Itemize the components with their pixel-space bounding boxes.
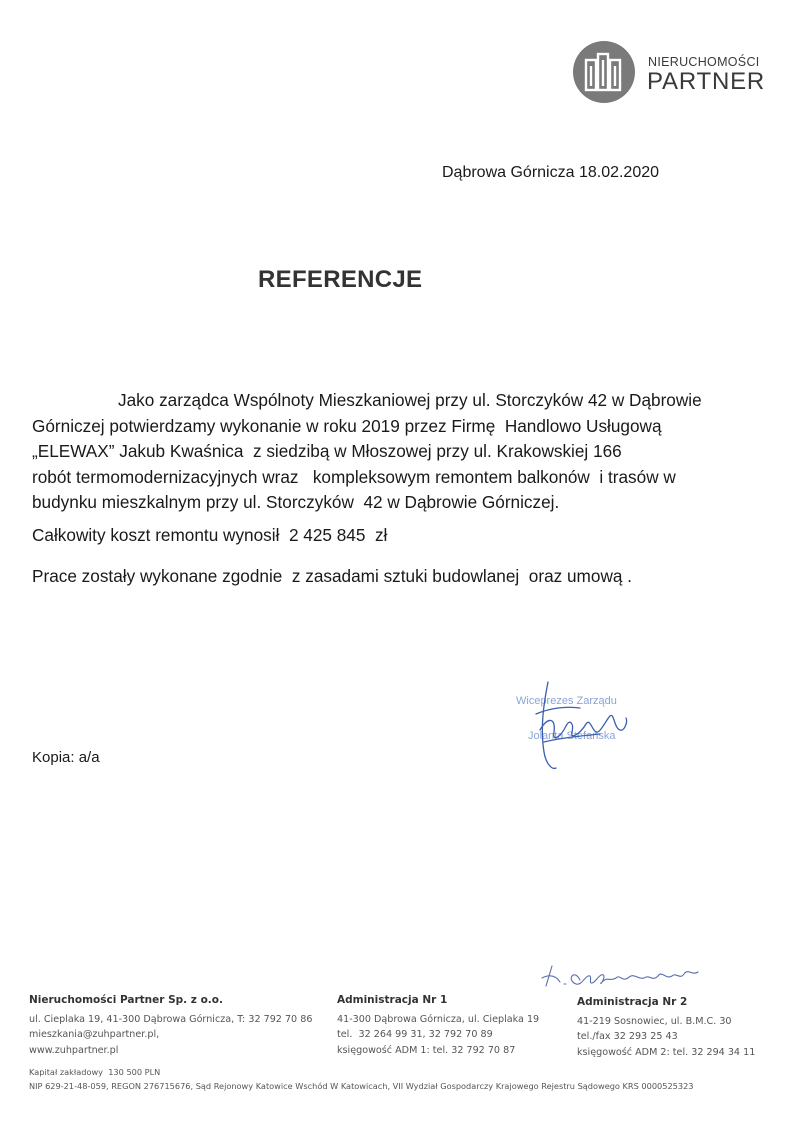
- stamp-text-title: Wiceprezes Zarządu: [516, 695, 617, 707]
- footer-registration: NIP 629-21-48-059, REGON 276715676, Sąd Rejonowy Katowice Wschód W Katowicach, VII Wydział Gospodarczy Krajowego Rejestru Sądowego KRS 0000525323: [29, 1081, 694, 1091]
- footer-adm2-address: 41-219 Sosnowiec, ul. B.M.C. 30: [577, 1015, 732, 1027]
- document-title: REFERENCJE: [258, 266, 423, 293]
- body-line: budynku mieszkalnym przy ul. Storczyków 42 w Dąbrowie Górniczej.: [32, 492, 560, 512]
- handwritten-signature: [500, 672, 660, 772]
- logo-text-top: NIERUCHOMOŚCI: [648, 55, 760, 69]
- body-line: Jako zarządca Wspólnoty Mieszkaniowej przy ul. Storczyków 42 w Dąbrowie: [118, 390, 702, 410]
- footer-adm1-heading: Administracja Nr 1: [337, 994, 448, 1006]
- footer-company-website: www.zuhpartner.pl: [29, 1044, 119, 1056]
- cost-line: Całkowity koszt remontu wynosił 2 425 845 zł: [32, 525, 388, 545]
- document-date: Dąbrowa Górnicza 18.02.2020: [442, 164, 660, 181]
- body-line: robót termomodernizacyjnych wraz kompleksowym remontem balkonów i trasów w: [32, 466, 676, 487]
- footer-capital: Kapitał zakładowy 130 500 PLN: [29, 1067, 161, 1077]
- copy-note: Kopia: a/a: [32, 749, 100, 766]
- logo-text-bottom: PARTNER: [647, 68, 766, 95]
- works-line: Prace zostały wykonane zgodnie z zasadami sztuki budowlanej oraz umową .: [32, 566, 632, 586]
- footer-company-name: Nieruchomości Partner Sp. z o.o.: [29, 994, 223, 1006]
- footer-signature: [538, 960, 708, 994]
- logo-mark: [572, 40, 636, 104]
- footer-adm2-accounting: księgowość ADM 2: tel. 32 294 34 11: [577, 1046, 756, 1058]
- footer-adm1-accounting: księgowość ADM 1: tel. 32 792 70 87: [337, 1044, 516, 1056]
- footer-adm1-address: 41-300 Dąbrowa Górnicza, ul. Cieplaka 19: [337, 1013, 540, 1025]
- footer-company-address: ul. Cieplaka 19, 41-300 Dąbrowa Górnicza, T: 32 792 70 86: [29, 1013, 313, 1025]
- footer-administration-1: [337, 993, 539, 1058]
- footer-adm2-heading: Administracja Nr 2: [577, 996, 688, 1008]
- body-paragraph: [32, 388, 772, 516]
- footer-adm1-phone: tel. 32 264 99 31, 32 792 70 89: [337, 1029, 493, 1041]
- body-line: „ELEWAX” Jakub Kwaśnica z siedzibą w Młoszowej przy ul. Krakowskiej 166: [32, 441, 622, 461]
- body-line: Górniczej potwierdzamy wykonanie w roku 2019 przez Firmę Handlowo Usługową: [32, 415, 662, 436]
- footer-company-email: mieszkania@zuhpartner.pl,: [29, 1029, 160, 1041]
- footer-administration-2: [577, 995, 755, 1060]
- footer-legal: [29, 1065, 694, 1093]
- footer-adm2-phone: tel./fax 32 293 25 43: [577, 1031, 678, 1043]
- stamp-text-name: Jolanta Stefańska: [528, 730, 616, 742]
- footer-company: [29, 993, 312, 1058]
